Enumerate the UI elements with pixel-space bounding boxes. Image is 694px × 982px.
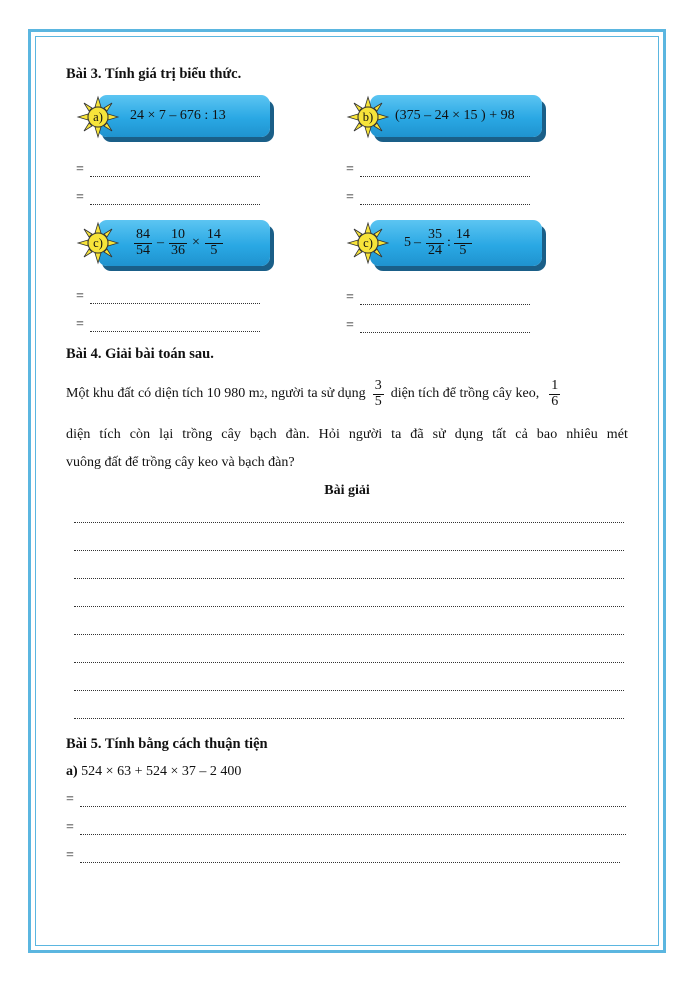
eq-sign: =	[346, 318, 354, 333]
solution-line[interactable]	[74, 718, 624, 719]
fraction-three-fifths: $\frac{3}{5}$	[374, 377, 382, 409]
label-b: b)	[362, 109, 374, 124]
label-c-left: c)	[93, 235, 103, 250]
fraction-one-sixth: $\frac{1}{6}$	[551, 377, 559, 409]
bai4-problem-line2: diện tích còn lại trồng cây bạch đàn. Hỏi người ta đã sử dụng tất cả bao nhiêu mét	[66, 427, 628, 442]
answer-line[interactable]	[80, 834, 626, 835]
expression-box-c-right	[370, 220, 542, 266]
solution-line[interactable]	[74, 690, 624, 691]
fraction: $\frac{14}{5}$	[206, 226, 221, 258]
expression-c-left: $\frac{84}{54}$ – $\frac{10}{36}$ × $\frac{14}{5}$	[136, 226, 221, 258]
answer-line[interactable]	[360, 304, 530, 305]
label-c-right: c)	[363, 235, 373, 250]
eq-sign: =	[76, 289, 84, 304]
eq-sign: =	[66, 848, 74, 863]
answer-line[interactable]	[90, 331, 260, 332]
eq-sign: =	[66, 820, 74, 835]
solution-title: Bài giải	[324, 483, 370, 498]
fraction: $\frac{35}{24}$	[428, 226, 442, 258]
solution-line[interactable]	[74, 550, 624, 551]
solution-line[interactable]	[74, 634, 624, 635]
answer-line[interactable]	[80, 806, 626, 807]
answer-line[interactable]	[90, 204, 260, 205]
bai5-heading: Bài 5. Tính bằng cách thuận tiện	[66, 736, 268, 752]
eq-sign: =	[346, 162, 354, 177]
solution-line[interactable]	[74, 662, 624, 663]
sun-badge-c-right	[346, 221, 390, 265]
answer-line[interactable]	[90, 303, 260, 304]
answer-line[interactable]	[360, 176, 530, 177]
expression-b: (375 – 24 × 15 ) + 98	[395, 108, 515, 123]
expression-a: 24 × 7 – 676 : 13	[130, 108, 226, 123]
sun-badge-a	[76, 95, 120, 139]
expression-c-right: 5 – $\frac{35}{24}$ : $\frac{14}{5}$	[404, 226, 470, 258]
eq-sign: =	[66, 792, 74, 807]
expression-box-b	[370, 95, 542, 137]
eq-sign: =	[346, 290, 354, 305]
eq-sign: =	[76, 317, 84, 332]
fraction: $\frac{10}{36}$	[171, 226, 185, 258]
bai4-heading: Bài 4. Giải bài toán sau.	[66, 346, 214, 362]
sun-badge-c-left	[76, 221, 120, 265]
fraction: $\frac{14}{5}$	[455, 226, 470, 258]
bai4-problem-line1: Một khu đất có diện tích 10 980 m 2 , người ta sử dụng $\frac{3}{5}$ diện tích để trồng cây keo, $\frac{1}{6}$	[66, 377, 559, 409]
answer-line[interactable]	[360, 204, 530, 205]
answer-line[interactable]	[90, 176, 260, 177]
bai5-part-a: a) 524 × 63 + 524 × 37 – 2 400	[66, 764, 242, 779]
sun-badge-b	[346, 95, 390, 139]
bai3-heading: Bài 3. Tính giá trị biểu thức.	[66, 66, 242, 82]
bai4-problem-line3: vuông đất để trồng cây keo và bạch đàn?	[66, 455, 295, 470]
solution-line[interactable]	[74, 522, 624, 523]
answer-line[interactable]	[80, 862, 620, 863]
label-a: a)	[93, 109, 103, 124]
eq-sign: =	[76, 190, 84, 205]
answer-line[interactable]	[360, 332, 530, 333]
solution-line[interactable]	[74, 578, 624, 579]
eq-sign: =	[76, 162, 84, 177]
fraction: $\frac{84}{54}$	[136, 226, 150, 258]
eq-sign: =	[346, 190, 354, 205]
solution-line[interactable]	[74, 606, 624, 607]
expression-box-a	[98, 95, 270, 137]
expression-box-c-left	[98, 220, 270, 266]
